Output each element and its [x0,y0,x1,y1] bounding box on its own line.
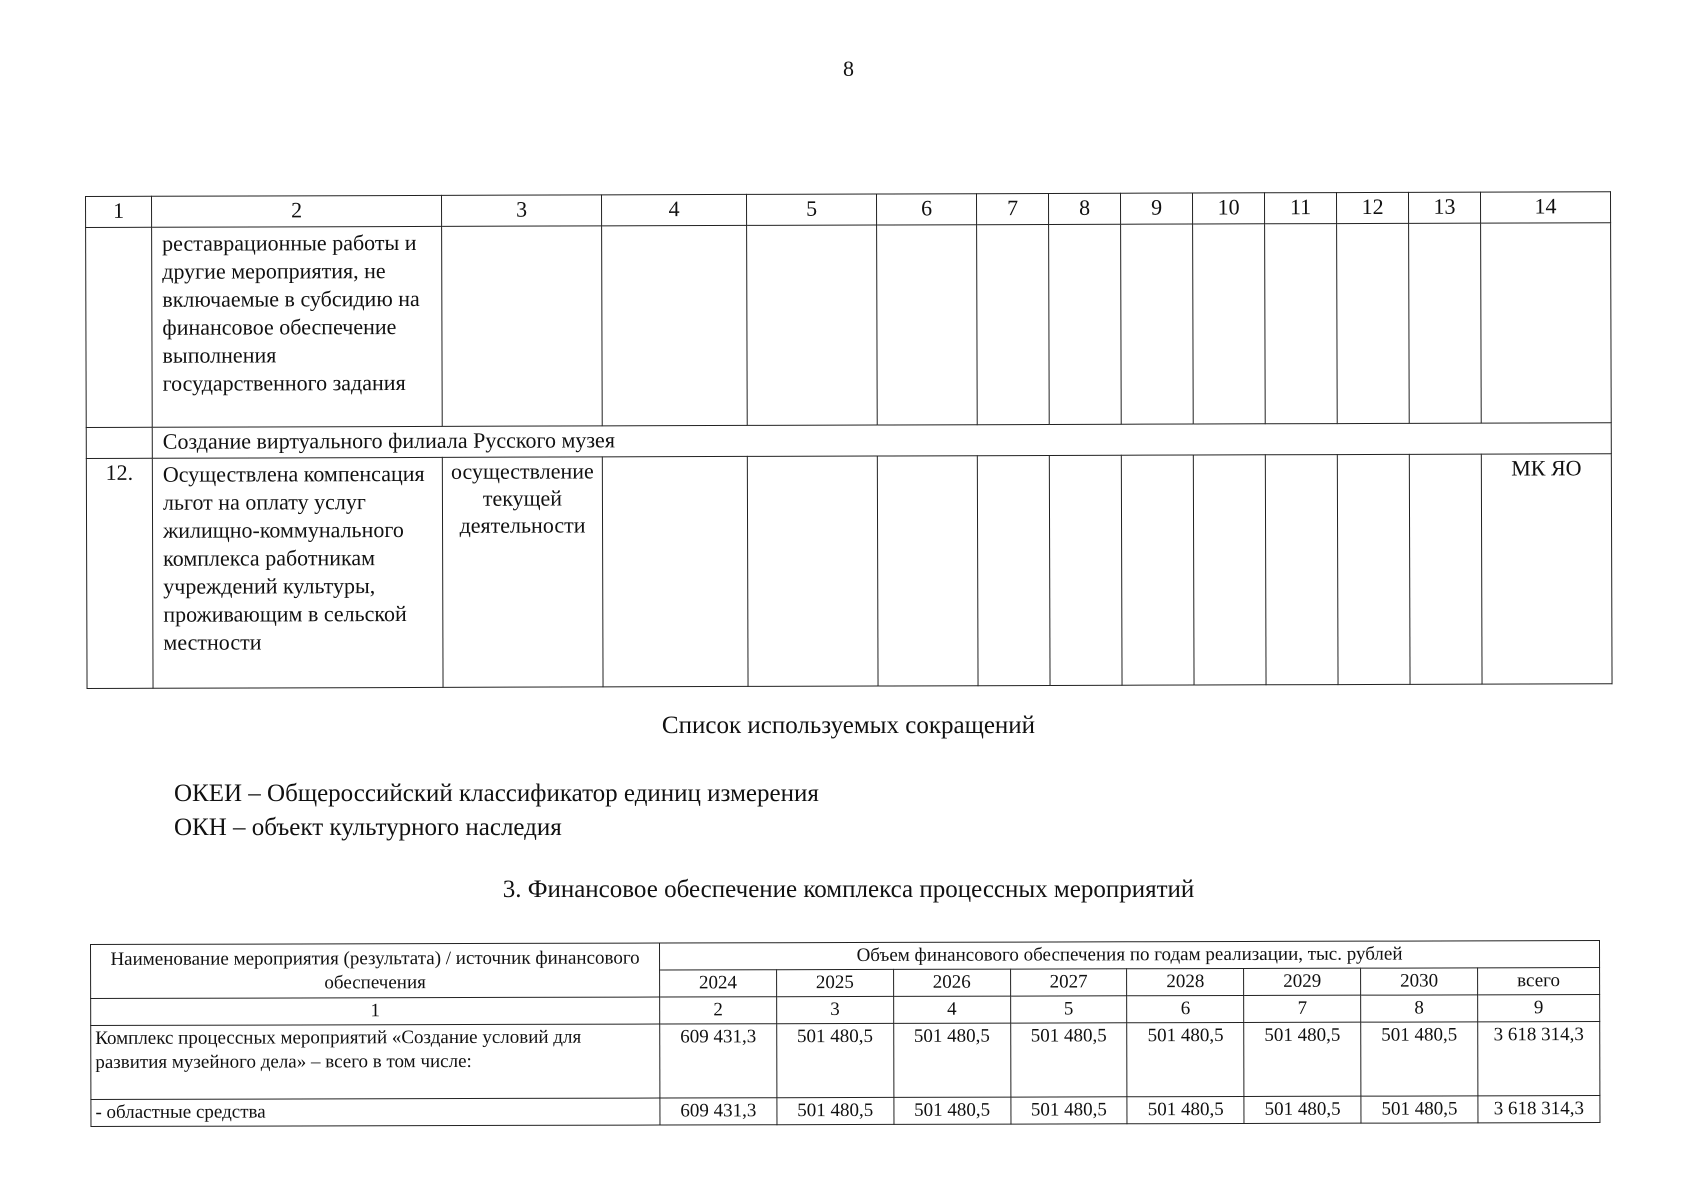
column-number-row [86,192,1611,228]
header-name: Наименование мероприятия (результата) / источник финансового обеспечения [91,943,660,998]
col-header: 10 [1192,193,1264,224]
col-header: 5 [746,194,876,225]
col-header: 6 [876,194,976,225]
value-cell: 501 480,5 [1244,1096,1361,1123]
row-number: 12. [86,458,153,688]
col-header: 1 [86,196,152,227]
header-volume: Объем финансового обеспечения по годам реализации, тыс. рублей [660,941,1600,970]
activity-type: осуществление текущей деятельности [442,457,603,688]
row-name: - областные средства [91,1098,660,1126]
activities-table [85,191,1613,689]
year-header: 2029 [1244,968,1361,995]
value-cell: 501 480,5 [1127,1022,1244,1096]
col-number: 2 [660,997,777,1024]
activity-name: Осуществлена компенсация льгот на оплату услуг жилищно-коммунального комплекса работникам учреждений культуры, проживающим в сельской местности [152,457,443,688]
abbreviation-item: ОКН – объект культурного наследия [174,814,562,841]
table-row [91,1022,1600,1100]
col-number: 3 [776,996,893,1023]
table-row [86,454,1612,689]
col-number: 8 [1361,995,1478,1022]
year-header: 2030 [1361,968,1478,995]
year-header: 2027 [1010,969,1127,996]
value-cell: 501 480,5 [894,1097,1011,1124]
year-header: 2025 [776,969,893,996]
finance-title: 3. Финансовое обеспечение комплекса процессных мероприятий [502,876,1195,903]
value-cell: 501 480,5 [1244,1022,1361,1096]
year-header: 2024 [660,970,777,997]
col-number: 6 [1127,995,1244,1022]
value-cell: 501 480,5 [1127,1096,1244,1123]
col-header: 4 [601,194,746,225]
col-header: 11 [1264,193,1336,224]
section-row [86,423,1611,459]
col-header: 13 [1408,192,1480,223]
row-name: Комплекс процессных мероприятий «Создание условий для развития музейного дела» – всего в том числе: [91,1024,660,1099]
value-cell: 501 480,5 [777,1097,894,1124]
abbreviations-title: Список используемых сокращений [661,712,1036,739]
value-cell: 609 431,3 [660,1024,777,1098]
value-cell: 501 480,5 [1361,1022,1478,1096]
year-header: всего [1477,968,1599,995]
value-cell: 3 618 314,3 [1478,1096,1600,1123]
page-number: 8 [843,56,854,81]
value-cell: 501 480,5 [1010,1023,1127,1097]
value-cell: 501 480,5 [893,1023,1010,1097]
col-header: 3 [441,195,601,227]
col-header: 9 [1120,193,1192,224]
col-header: 14 [1480,192,1610,223]
col-number: 9 [1478,995,1600,1022]
value-cell: 501 480,5 [1010,1097,1127,1124]
year-header: 2026 [893,969,1010,996]
value-cell: 501 480,5 [1361,1096,1478,1123]
col-header: 7 [976,193,1048,224]
value-cell: 3 618 314,3 [1478,1022,1600,1096]
responsible: МК ЯО [1481,454,1612,684]
abbreviation-item: ОКЕИ – Общероссийский классификатор единиц измерения [174,780,819,807]
col-number: 1 [91,997,660,1025]
col-number: 4 [893,996,1010,1023]
value-cell: 501 480,5 [777,1023,894,1097]
table-row [91,1096,1600,1127]
table-row [86,223,1612,428]
section-title: Создание виртуального филиала Русского музея [152,423,1611,459]
col-header: 12 [1336,192,1408,223]
col-header: 8 [1048,193,1120,224]
value-cell: 609 431,3 [660,1098,777,1125]
col-header: 2 [152,195,442,227]
finance-table [90,940,1600,1127]
col-number: 5 [1010,996,1127,1023]
year-header: 2028 [1127,968,1244,995]
column-number-row [91,995,1600,1026]
col-number: 7 [1244,995,1361,1022]
activity-name: реставрационные работы и другие мероприятия, не включаемые в субсидию на финансовое обеспечение выполнения государственного задания [152,226,443,427]
header-row [91,941,1600,972]
